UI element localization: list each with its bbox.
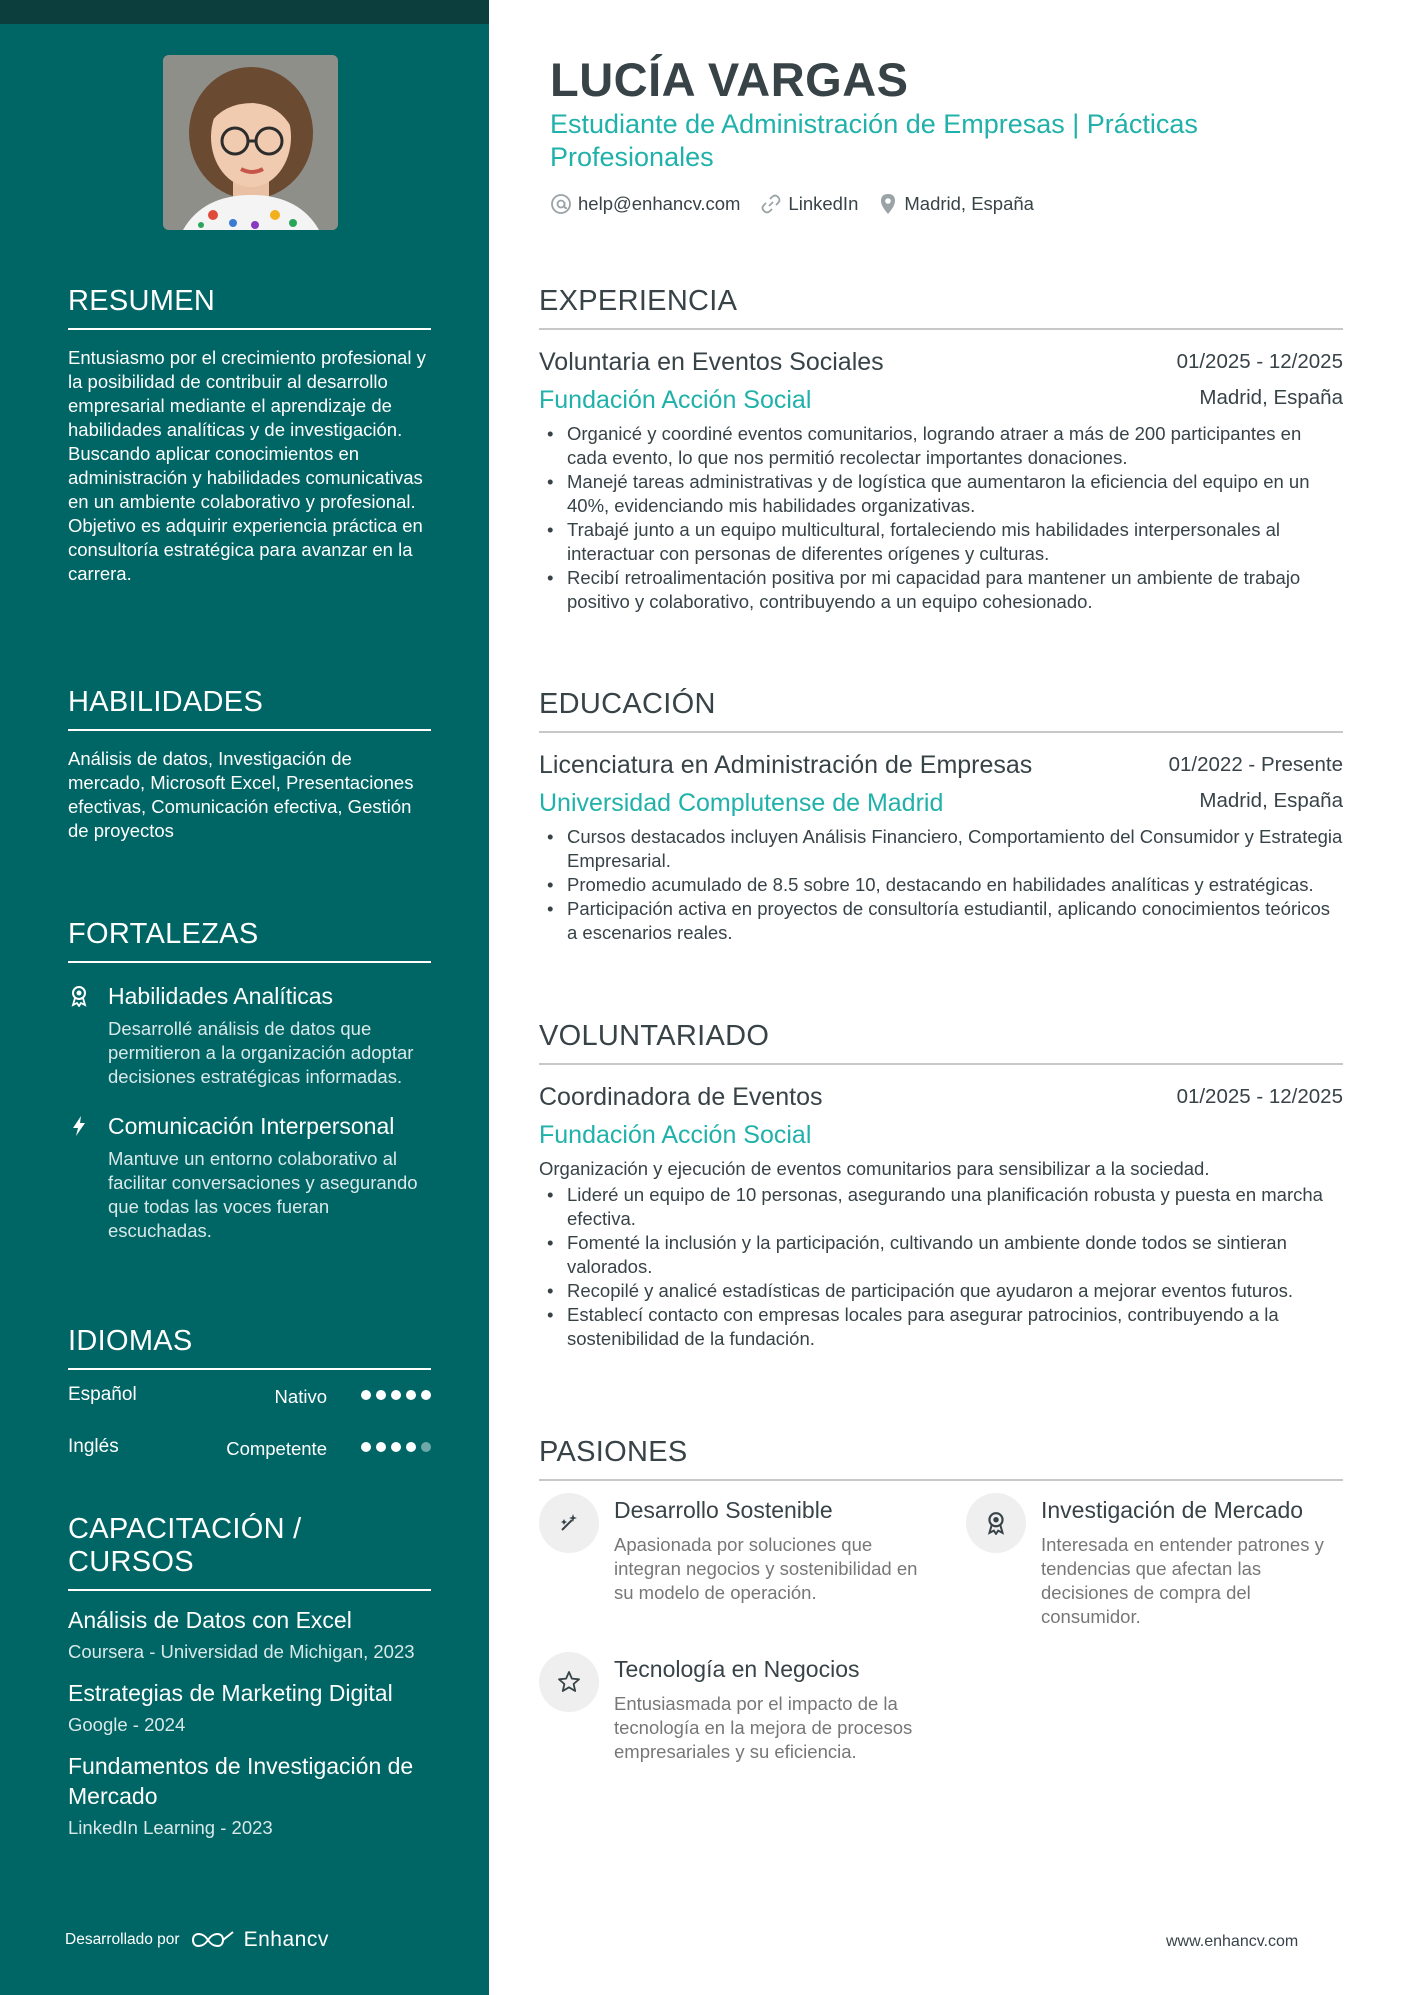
powered-by	[65, 1928, 329, 1952]
course-item	[68, 1751, 431, 1840]
experience-entry-header	[539, 344, 1343, 384]
education-entry-header	[539, 747, 1343, 787]
volunteer-organization: Fundación Acción Social	[539, 1121, 812, 1149]
strengths-section	[68, 918, 431, 1243]
rating-dot-filled	[421, 1390, 431, 1400]
list-item: • Cursos destacados incluyen Análisis Financiero, Comportamiento del Consumidor y Estrategia Empresarial.	[539, 825, 1343, 873]
experience-title: EXPERIENCIA	[539, 285, 1343, 330]
lightning-icon	[68, 1115, 90, 1137]
education-entry-sub	[539, 787, 1343, 823]
course-title: Fundamentos de Investigación de Mercado	[68, 1753, 414, 1809]
passions-grid	[539, 1481, 1343, 1811]
rating-dot-filled	[391, 1390, 401, 1400]
strength-title: Comunicación Interpersonal	[108, 1113, 395, 1139]
passion-title: Tecnología en Negocios	[614, 1656, 860, 1682]
passion-desc: Apasionada por soluciones que integran negocios y sostenibilidad en su modelo de operación.	[614, 1534, 918, 1603]
list-item: • Lideré un equipo de 10 personas, asegurando una planificación robusta y puesta en marcha efectiva.	[539, 1183, 1343, 1231]
course-provider: LinkedIn Learning - 2023	[68, 1817, 273, 1838]
language-rating	[361, 1442, 431, 1452]
at-icon	[550, 193, 572, 215]
list-item: • Recibí retroalimentación positiva por mi capacidad para mantener un ambiente de trabajo positivo y colaborativo, contribuyendo a un equipo cohesionado.	[539, 566, 1343, 614]
job-location: Madrid, España	[1199, 386, 1343, 409]
experience-section	[539, 285, 1343, 614]
language-level: Nativo	[274, 1386, 327, 1407]
course-provider: Coursera - Universidad de Michigan, 2023	[68, 1641, 415, 1662]
volunteering-entry-header	[539, 1079, 1343, 1119]
strength-item	[68, 981, 431, 1089]
summary-text: Entusiasmo por el crecimiento profesional y la posibilidad de contribuir al desarrollo empresarial mediante el aprendizaje de habilidades analíticas y de investigación. Buscando aplicar conocimientos en administración y habilidades comunicativas en un ambiente colaborativo y profesional. Objetivo es adquirir experiencia práctica en consultoría estratégica para avanzar en la carrera.	[68, 347, 426, 584]
skills-text: Análisis de datos, Investigación de mercado, Microsoft Excel, Presentaciones efectivas, Comunicación efectiva, Gestión de proyectos	[68, 748, 414, 841]
job-date: 01/2025 - 12/2025	[1176, 350, 1343, 373]
strength-desc: Mantuve un entorno colaborativo al facilitar conversaciones y asegurando que todas las voces fueran escuchadas.	[108, 1148, 418, 1241]
strength-desc: Desarrollé análisis de datos que permitieron a la organización adoptar decisiones estratégicas informadas.	[108, 1018, 414, 1087]
list-item: • Manejé tareas administrativas y de logística que aumentaron la eficiencia del equipo en un 40%, evidenciando mis habilidades organizativas.	[539, 470, 1343, 518]
infinity-logo-icon	[190, 1929, 236, 1951]
language-level: Competente	[226, 1438, 327, 1459]
courses-title: CAPACITACIÓN / CURSOS	[68, 1513, 431, 1591]
courses-section	[68, 1513, 431, 1840]
strength-title: Habilidades Analíticas	[108, 983, 334, 1009]
contact-bar	[550, 193, 1034, 215]
powered-by-label: Desarrollado por	[65, 1931, 180, 1948]
sidebar-top-band	[0, 0, 489, 24]
rating-dot-filled	[406, 1442, 416, 1452]
list-item: • Fomenté la inclusión y la participación, cultivando un ambiente donde todos se sintieran valorados.	[539, 1231, 1343, 1279]
sparkle-icon	[539, 1493, 599, 1553]
list-item: • Participación activa en proyectos de consultoría estudiantil, aplicando conocimientos teóricos a escenarios reales.	[539, 897, 1343, 945]
passions-title: PASIONES	[539, 1436, 1343, 1481]
passions-section	[539, 1436, 1343, 1811]
rating-dot-filled	[391, 1442, 401, 1452]
education-title: EDUCACIÓN	[539, 688, 1343, 733]
strength-item	[68, 1111, 431, 1243]
list-item: • Establecí contacto con empresas locales para asegurar patrocinios, contribuyendo a la sostenibilidad de la fundación.	[539, 1303, 1343, 1351]
school: Universidad Complutense de Madrid	[539, 789, 944, 817]
experience-entry-sub	[539, 384, 1343, 420]
passion-title: Desarrollo Sostenible	[614, 1497, 833, 1523]
email-contact[interactable]	[550, 193, 740, 215]
passion-title: Investigación de Mercado	[1041, 1497, 1304, 1523]
location-contact	[878, 193, 1034, 215]
location-pin-icon	[878, 193, 898, 215]
award-icon	[68, 985, 90, 1007]
passion-desc: Entusiasmada por el impacto de la tecnología en la mejora de procesos empresariales y su eficiencia.	[614, 1693, 913, 1762]
summary-section	[68, 285, 431, 586]
list-item: • Promedio acumulado de 8.5 sobre 10, destacando en habilidades analíticas y estratégicas.	[539, 873, 1343, 897]
language-row	[68, 1422, 431, 1474]
enhancv-logo[interactable]	[190, 1928, 329, 1952]
education-location: Madrid, España	[1199, 789, 1343, 812]
star-icon	[539, 1652, 599, 1712]
education-bullets	[539, 825, 1343, 945]
job-organization: Fundación Acción Social	[539, 386, 812, 414]
email-text: help@enhancv.com	[578, 193, 741, 214]
language-row	[68, 1370, 431, 1422]
course-title: Análisis de Datos con Excel	[68, 1607, 352, 1633]
language-rating	[361, 1390, 431, 1400]
strengths-title: FORTALEZAS	[68, 918, 431, 963]
rating-dot-filled	[361, 1442, 371, 1452]
rating-dot-filled	[406, 1390, 416, 1400]
rating-dot-filled	[361, 1390, 371, 1400]
summary-title: RESUMEN	[68, 285, 431, 330]
award-icon	[966, 1493, 1026, 1553]
candidate-name: LUCÍA VARGAS	[550, 53, 909, 106]
volunteering-bullets	[539, 1183, 1343, 1351]
volunteering-title: VOLUNTARIADO	[539, 1020, 1343, 1065]
rating-dot-empty	[421, 1442, 431, 1452]
rating-dot-filled	[376, 1390, 386, 1400]
course-title: Estrategias de Marketing Digital	[68, 1680, 393, 1706]
education-date: 01/2022 - Presente	[1168, 753, 1343, 776]
language-name: Inglés	[68, 1436, 119, 1457]
course-provider: Google - 2024	[68, 1714, 186, 1735]
course-item	[68, 1605, 431, 1664]
volunteer-description: Organización y ejecución de eventos comunitarios para sensibilizar a la sociedad.	[539, 1158, 1210, 1179]
skills-title: HABILIDADES	[68, 686, 431, 731]
volunteer-date: 01/2025 - 12/2025	[1176, 1085, 1343, 1108]
rating-dot-filled	[376, 1442, 386, 1452]
languages-title: IDIOMAS	[68, 1325, 431, 1370]
link-icon	[760, 193, 782, 215]
candidate-headline: Estudiante de Administración de Empresas | Prácticas Profesionales	[550, 109, 1198, 172]
list-item: • Trabajé junto a un equipo multicultural, fortaleciendo mis habilidades interpersonales al interactuar con personas de diferentes orígenes y culturas.	[539, 518, 1343, 566]
degree: Licenciatura en Administración de Empresas	[539, 751, 1033, 779]
job-role: Voluntaria en Eventos Sociales	[539, 348, 884, 376]
list-item: • Recopilé y analicé estadísticas de participación que ayudaron a mejorar eventos futuros.	[539, 1279, 1343, 1303]
volunteering-entry-sub	[539, 1119, 1343, 1155]
list-item: • Organicé y coordiné eventos comunitarios, logrando atraer a más de 200 participantes en cada evento, lo que nos permitió recolectar importantes donaciones.	[539, 422, 1343, 470]
brand-name: Enhancv	[243, 1928, 329, 1951]
linkedin-contact[interactable]	[760, 193, 858, 215]
profile-photo	[163, 55, 338, 230]
sidebar	[0, 0, 489, 1995]
education-section	[539, 688, 1343, 945]
skills-section	[68, 686, 431, 843]
language-name: Español	[68, 1384, 137, 1405]
volunteer-role: Coordinadora de Eventos	[539, 1083, 823, 1111]
course-item	[68, 1678, 431, 1737]
volunteering-section	[539, 1020, 1343, 1351]
languages-section	[68, 1325, 431, 1474]
location-text: Madrid, España	[904, 193, 1034, 214]
website-link[interactable]: www.enhancv.com	[1166, 1933, 1299, 1950]
passion-desc: Interesada en entender patrones y tendencias que afectan las decisiones de compra del consumidor.	[1041, 1534, 1324, 1627]
experience-bullets	[539, 422, 1343, 614]
linkedin-text: LinkedIn	[788, 193, 859, 214]
